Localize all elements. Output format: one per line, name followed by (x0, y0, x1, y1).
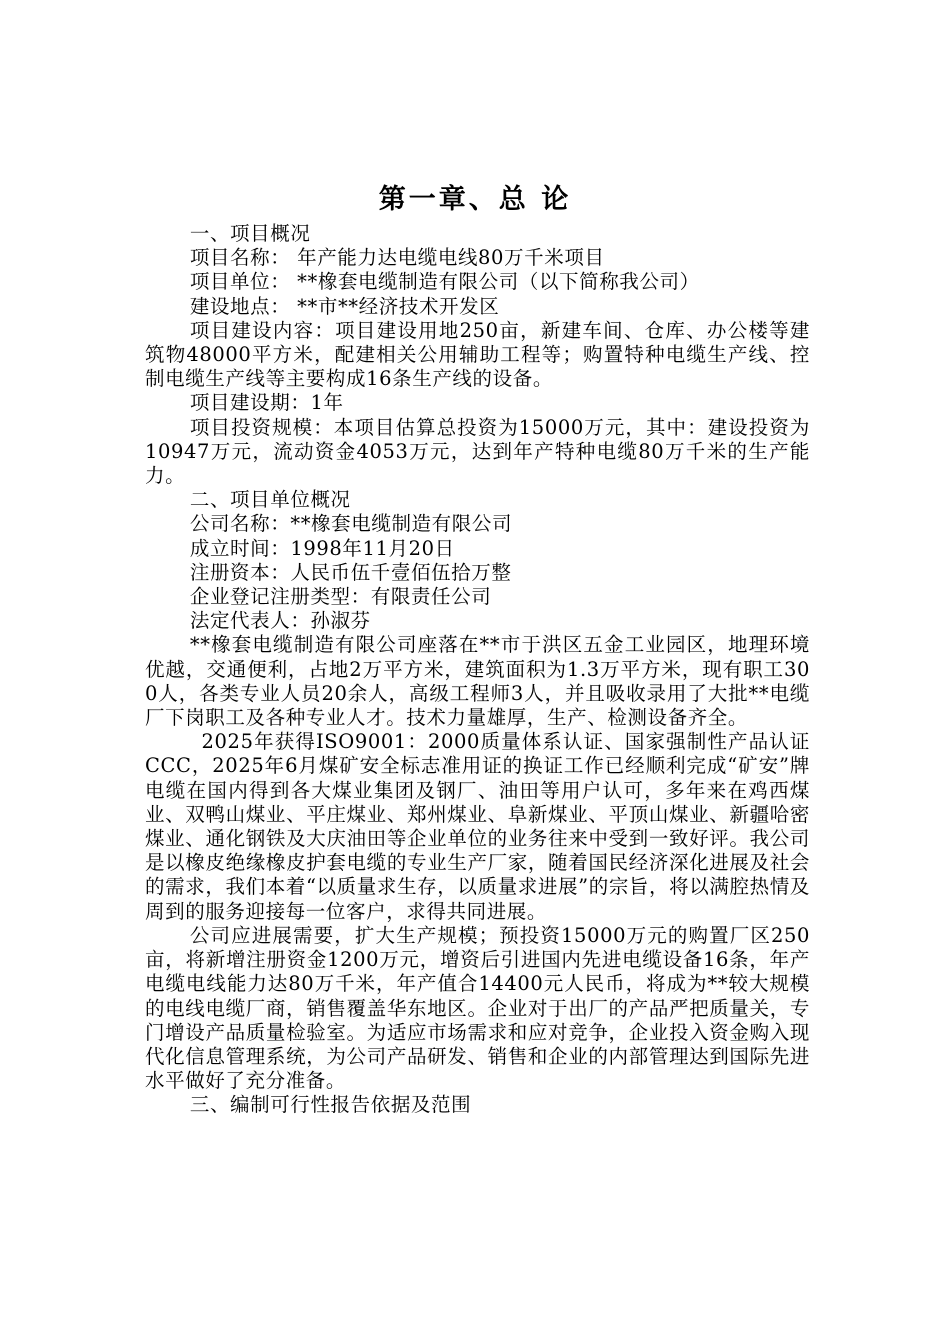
company-name: 公司名称：**橡套电缆制造有限公司 (189, 512, 513, 536)
establishment-date: 成立时间：1998年11月20日 (189, 536, 455, 560)
section-heading-unit-overview: 二、项目单位概况 (189, 488, 351, 512)
section-heading-project-overview: 一、项目概况 (189, 222, 311, 245)
chapter-title: 第一章、总 论 (378, 184, 572, 215)
body-text (145, 222, 810, 1118)
project-location: 建设地点： **市**经济技术开发区 (189, 294, 500, 318)
project-construction-content: 项目建设内容：项目建设用地250亩，新建车间、仓库、办公楼等建筑物48000平方米，配建相关公用辅助工程等；购置特种电缆生产线、控制电缆生产线等主要构成16条生产线的设备。 (145, 318, 810, 391)
registration-type: 企业登记注册类型：有限责任公司 (189, 585, 492, 609)
registered-capital: 注册资本：人民币伍千壹佰伍拾万整 (189, 560, 512, 584)
project-investment-scale: 项目投资规模：本项目估算总投资为15000万元，其中：建设投资为10947万元，流动资金4053万元，达到年产特种电缆80万千米的生产能力。 (145, 415, 810, 488)
expansion-paragraph: 公司应进展需要，扩大生产规模；预投资15000万元的购置厂区250亩，将新增注册资金1200万元，增资后引进国内先进电缆设备16条，年产电缆电线能力达80万千米，年产值合14400元人民币，将成为**较大规模的电线电缆厂商，销售覆盖华东地区。企业对于出厂的产品严把质量关，专门增设产品质量检验室。为适应市场需求和应对竞争，企业投入资金购入现代化信息管理系统，为公司产品研发、销售和企业的内部管理达到国际先进水平做好了充分准备。 (145, 923, 810, 1093)
certification-paragraph: 2025年获得ISO9001：2000质量体系认证、国家强制性产品认证CCC，2025年6月煤矿安全标志准用证的换证工作已经顺利完成“矿安”牌电缆在国内得到各大煤业集团及钢厂、油田等用户认可，多年来在鸡西煤业、双鸭山煤业、平庄煤业、郑州煤业、阜新煤业、平顶山煤业、新疆哈密煤业、通化钢铁及大庆油田等企业单位的业务往来中受到一致好评。我公司是以橡皮绝缘橡皮护套电缆的专业生产厂家，随着国民经济深化进展及社会的需求，我们本着“以质量求生存，以质量求进展”的宗旨，将以满腔热情及周到的服务迎接每一位客户，求得共同进展。 (145, 730, 810, 923)
company-description-paragraph: **橡套电缆制造有限公司座落在**市于洪区五金工业园区，地理环境优越，交通便利，占地2万平方米，建筑面积为1.3万平方米，现有职工300人，各类专业人员20余人，高级工程师3人，并且吸收录用了大批**电缆厂下岗职工及各种专业人才。技术力量雄厚，生产、检测设备齐全。 (145, 633, 810, 730)
section-heading-report-basis: 三、编制可行性报告依据及范围 (189, 1093, 472, 1117)
project-name: 项目名称： 年产能力达电缆电线80万千米项目 (189, 246, 605, 270)
legal-representative: 法定代表人：孙淑芬 (189, 609, 371, 633)
project-construction-period: 项目建设期：1年 (189, 391, 344, 415)
project-unit: 项目单位： **橡套电缆制造有限公司（以下简称我公司） (189, 270, 700, 294)
